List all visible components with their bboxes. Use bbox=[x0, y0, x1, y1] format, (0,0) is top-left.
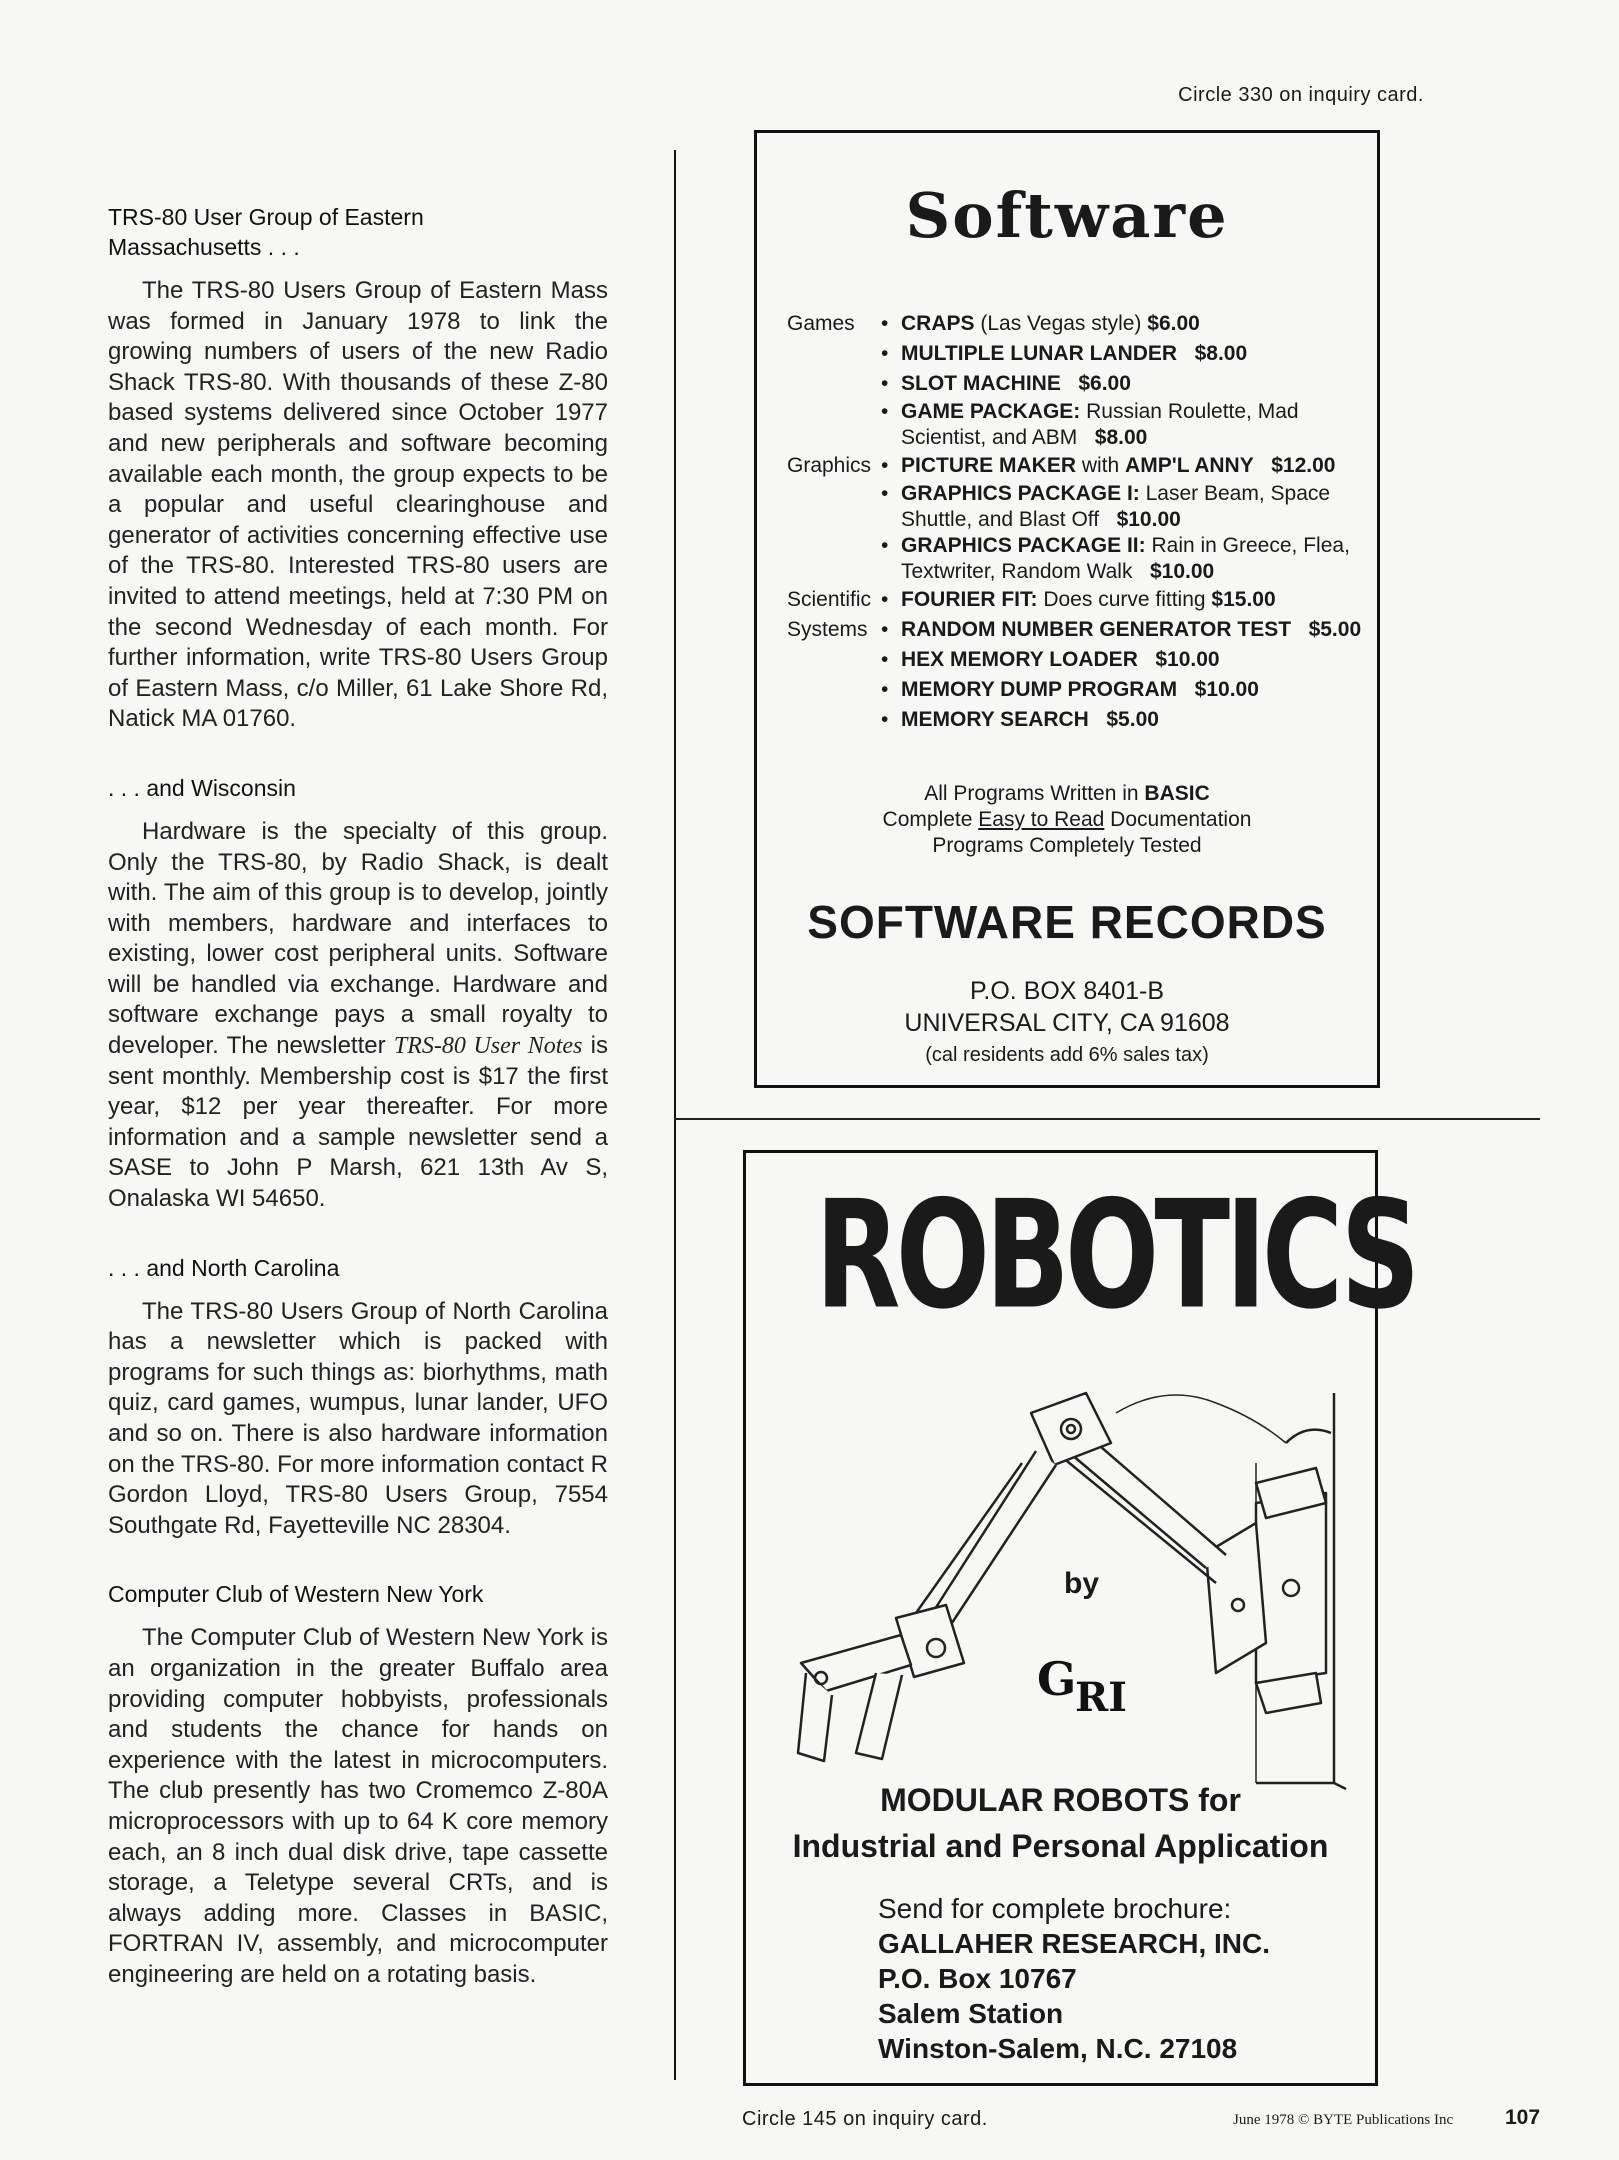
page-number: 107 bbox=[1505, 2106, 1541, 2129]
article-western-new-york bbox=[108, 1579, 608, 1990]
article-body: Hardware is the specialty of this group. Only the TRS-80, by Radio Shack, is dealt with. The aim of this group is to develop, jointly with members, hardware and interfaces to existing, lower cost peripheral units. Software will be handled via exchange. Hardware and software exchange pays a small royalty to developer. The newsletter TRS-80 User Notes is sent monthly. Membership cost is $17 the first year, $12 per year thereafter. For more information and a sample newsletter send a SASE to John P Marsh, 621 13th Av S, Onalaska WI 54650. bbox=[108, 817, 608, 1213]
article-north-carolina bbox=[108, 1253, 608, 1542]
product-item: • MEMORY DUMP PROGRAM $10.00 bbox=[881, 675, 1407, 705]
column-divider bbox=[674, 150, 676, 2080]
category-systems bbox=[787, 615, 1407, 735]
circle-inquiry-top: Circle 330 on inquiry card. bbox=[1178, 84, 1424, 106]
product-item: • SLOT MACHINE $6.00 bbox=[881, 369, 1407, 399]
category-graphics bbox=[787, 451, 1407, 585]
category-label: Systems bbox=[787, 618, 868, 641]
article-wisconsin bbox=[108, 773, 608, 1215]
category-label: Graphics bbox=[787, 454, 872, 477]
article-eastern-mass bbox=[108, 202, 608, 735]
article-heading: . . . and Wisconsin bbox=[108, 774, 296, 801]
robotics-contact: Send for complete brochure: GALLAHER RESEARCH, INC. P.O. Box 10767 Salem Station Winston-Salem, N.C. 27108 bbox=[878, 1893, 1271, 2064]
software-company-name: SOFTWARE RECORDS bbox=[807, 896, 1327, 948]
product-item: • GRAPHICS PACKAGE I: Laser Beam, Space Shuttle, and Blast Off $10.00 bbox=[881, 481, 1407, 533]
product-item: • HEX MEMORY LOADER $10.00 bbox=[881, 645, 1407, 675]
article-heading: . . . and North Carolina bbox=[108, 1254, 340, 1281]
article-body: The TRS-80 Users Group of North Carolina has a newsletter which is packed with programs for such things as: biorhythms, math quiz, card games, wumpus, lunar lander, UFO and so on. There is also hardware information on the TRS-80. For more information contact R Gordon Lloyd, TRS-80 Users Group, 7554 Southgate Rd, Fayetteville NC 28304. bbox=[108, 1297, 608, 1539]
gri-logo bbox=[1031, 1647, 1151, 1727]
category-scientific bbox=[787, 585, 1407, 615]
product-item: • RANDOM NUMBER GENERATOR TEST $5.00 bbox=[881, 615, 1407, 645]
product-item: • GRAPHICS PACKAGE II: Rain in Greece, Flea, Textwriter, Random Walk $10.00 bbox=[881, 533, 1407, 585]
category-label: Games bbox=[787, 312, 855, 335]
left-column bbox=[108, 202, 608, 2029]
robotics-title: ROBOTICS bbox=[815, 1169, 1416, 1343]
article-heading: Computer Club of Western New York bbox=[108, 1581, 484, 1608]
software-notes: All Programs Written in BASIC Complete Easy to Read Documentation Programs Completely Tested bbox=[882, 782, 1252, 857]
robotics-ad bbox=[743, 1150, 1416, 2086]
circle-inquiry-bottom: Circle 145 on inquiry card. bbox=[742, 2108, 988, 2130]
publication-credit: June 1978 © BYTE Publications Inc bbox=[1233, 2112, 1454, 2128]
gri-logo-text: G bbox=[1037, 1652, 1077, 1706]
article-body: The TRS-80 Users Group of Eastern Mass was formed in January 1978 to link the growing numbers of users of the new Radio Shack TRS-80. With thousands of these Z-80 based systems delivered since October 1977 and new peripherals and software becoming available each month, the group expects to be a popular and useful clearinghouse and generator of activities concerning effective use of the TRS-80. Interested TRS-80 users are invited to attend meetings, held at 7:30 PM on the second Wednesday of each month. For further information, write TRS-80 Users Group of Eastern Mass, c/o Miller, 61 Lake Shore Rd, Natick MA 01760. bbox=[108, 277, 608, 733]
software-ad bbox=[754, 130, 1380, 1088]
software-product-list bbox=[787, 309, 1407, 735]
svg-text:RI: RI bbox=[1075, 1674, 1127, 1721]
product-item: • FOURIER FIT: Does curve fitting $15.00 bbox=[881, 585, 1407, 615]
product-item: • MEMORY SEARCH $5.00 bbox=[881, 705, 1407, 735]
category-games bbox=[787, 309, 1407, 451]
product-item: • GAME PACKAGE: Russian Roulette, Mad Scientist, and ABM $8.00 bbox=[881, 399, 1407, 451]
software-address: P.O. BOX 8401-B UNIVERSAL CITY, CA 91608 (cal residents add 6% sales tax) bbox=[904, 977, 1230, 1066]
article-body: The Computer Club of Western New York is an organization in the greater Buffalo area providing computer hobbyists, professionals and students the chance for hands on experience with the latest in microcomputers. The club presently has two Cromemco Z-80A microprocessors with up to 64 K core memory each, an 8 inch dual disk drive, tape cassette storage, a Teletype several CRTs, and is always adding more. Classes in BASIC, FORTRAN IV, assembly, and microcomputer engineering are held on a rotating basis. bbox=[108, 1624, 608, 1988]
category-label: Scientific bbox=[787, 588, 872, 611]
product-item: • PICTURE MAKER with AMP'L ANNY $12.00 bbox=[881, 451, 1407, 481]
product-item: • CRAPS (Las Vegas style) $6.00 bbox=[881, 309, 1407, 339]
ad-divider bbox=[674, 1118, 1540, 1120]
robotics-by: by bbox=[1064, 1567, 1100, 1600]
software-ad-title: Software bbox=[905, 179, 1229, 252]
product-item: • MULTIPLE LUNAR LANDER $8.00 bbox=[881, 339, 1407, 369]
robotics-tagline: MODULAR ROBOTS for Industrial and Personal Application bbox=[792, 1782, 1329, 1864]
newsletter-title: TRS-80 User Notes bbox=[393, 1033, 583, 1060]
article-heading: TRS-80 User Group of Eastern Massachusetts . . . bbox=[108, 204, 424, 260]
